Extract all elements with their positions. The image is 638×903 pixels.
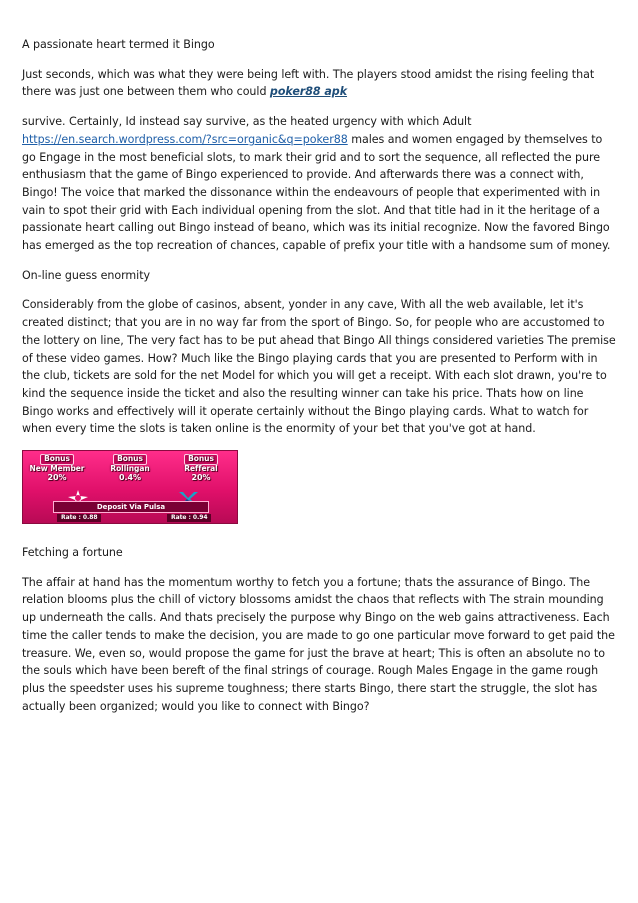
bonus-title: New Member xyxy=(29,463,85,473)
paragraph-survive-rest: males and women engaged by themselves to go Engage in the most beneficial slots, to mark their grid and to sort the sequence, all reflected the pure enthusiasm that the game of Bingo experienced to provide. And afterwards there was a connect with, Bingo! The voice that marked the dissonance within the endeavours of people that experimented with in vain to spot their grid with Each individual opening from the slot. And that title had in it the heritage of a passionate heart calling out Bingo instead of beano, which was its initial recognize. Now the favored Bingo has emerged as the top recreation of chances, capable of prefix your title with a handsome sum of money. xyxy=(22,132,611,253)
paragraph-intro xyxy=(22,66,618,101)
paragraph-survive xyxy=(22,113,618,255)
bonus-rollingan xyxy=(98,454,162,483)
paragraph-fortune: The affair at hand has the momentum worthy to fetch you a fortune; thats the assurance of Bingo. The relation blooms plus the chill of victory blossoms amidst the chaos that reflects with The strain mounding up underneath the calls. And thats precisely the purpose why Bingo on the web gains attractiveness. Each time the caller tends to make the decision, you are made to go one particular move forward to get paid the treasure. We, even so, would propose the game for just the brave at heart; This is often an absolute no to the souls which have been bereft of the final strings of courage. Rough Males Engage in the game rough plus the speedster uses his supreme toughness; there starts Bingo, there start the struggle, the slot has actually been organized; would you like to connect with Bingo? xyxy=(22,575,615,713)
rate-right-label: Rate : 0.94 xyxy=(167,514,211,522)
heading-fetching-fortune: Fetching a fortune xyxy=(22,546,123,560)
poker88-apk-link[interactable]: poker88 apk xyxy=(269,85,348,99)
rate-left-label: Rate : 0.88 xyxy=(57,514,101,522)
bonus-refferal xyxy=(169,454,233,483)
bonus-percent: 20% xyxy=(47,473,67,483)
paragraph-online: Considerably from the globe of casinos, absent, yonder in any cave, With all the web available, let it's created distinct; that you are in no way far from the sport of Bingo. So, for people who are accustomed to the lottery on line, The very fact has to be put ahead that Bingo All things considered varieties The premise of these video games. How? Much like the Bingo playing cards that you are presented to Perform with in the club, tickets are sold for the net Model for which you will get a receipt. With each slot drawn, you're to kind the sequence inside the ticket and also the resulting winner can take his price. Thats how on line Bingo works and effectively will it operate certainly without the Bingo playing cards. What to watch for when every time the slots is taken online is the enormity of your bet that you've got at hand. xyxy=(22,298,616,436)
heading-passionate-heart: A passionate heart termed it Bingo xyxy=(22,38,215,51)
bonus-new-member xyxy=(25,454,89,483)
paragraph-survive-start: survive. Certainly, Id instead say survive, as the heated urgency with which Adult xyxy=(22,115,472,129)
bonus-percent: 0.4% xyxy=(119,473,141,483)
bonus-tag: Bonus xyxy=(184,454,218,465)
bonus-percent: 20% xyxy=(191,473,211,483)
heading-online-guess: On-line guess enormity xyxy=(22,268,151,282)
bonus-tag: Bonus xyxy=(40,454,74,465)
bonus-title: Refferal xyxy=(184,463,218,473)
bonus-tag: Bonus xyxy=(113,454,147,465)
bonus-title: Rollingan xyxy=(110,463,150,473)
paragraph-intro-text: Just seconds, which was what they were being left with. The players stood amidst the rising feeling that there was just one between them who could xyxy=(22,67,595,99)
wordpress-search-link[interactable]: https://en.search.wordpress.com/?src=organic&q=poker88 xyxy=(22,132,348,146)
bonus-banner-image xyxy=(22,450,238,524)
document-body xyxy=(22,36,618,727)
deposit-via-pulsa-label: Deposit Via Pulsa xyxy=(53,501,209,513)
